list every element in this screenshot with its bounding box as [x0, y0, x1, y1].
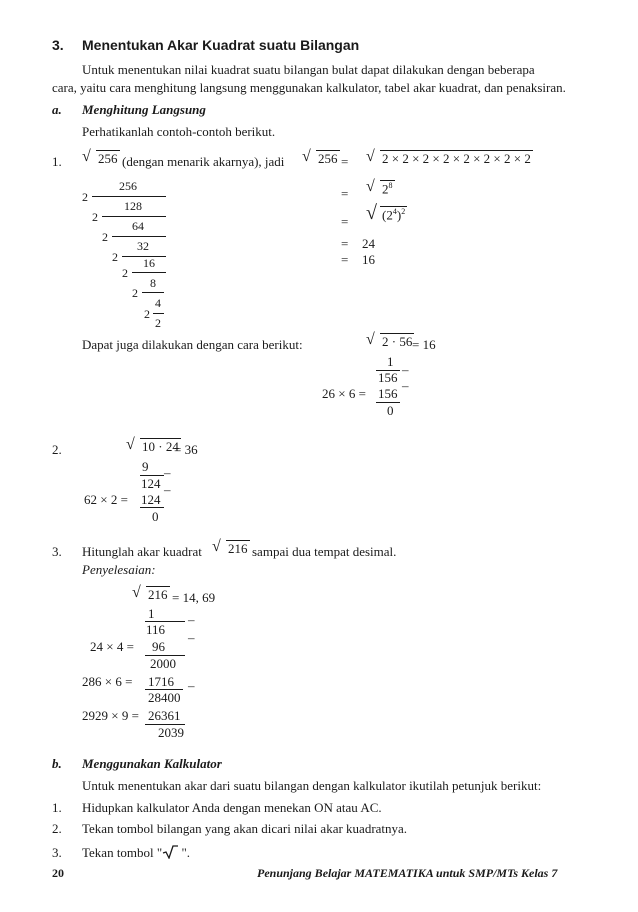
div-divisor-0: 2 — [82, 190, 88, 204]
alt-radicand: 2 · 56 — [382, 334, 413, 349]
example3-minus-3: – — [188, 678, 195, 693]
alt-method-text: Dapat juga dilakukan dengan cara berikut: — [82, 337, 303, 352]
step1-exponent: 8 — [388, 181, 393, 190]
calc-step-3-after: ". — [178, 845, 191, 860]
step2-exponent-inner: 4 — [392, 207, 397, 216]
example3-text-before: Hitunglah akar kuadrat — [82, 544, 202, 559]
sub-a-lead: Perhatikanlah contoh-contoh berikut. — [82, 124, 276, 139]
alt-line-1: 156 — [378, 370, 398, 385]
example2-multiplier: 62 × 2 = — [84, 492, 128, 507]
example1-radical: √ 256 — [82, 148, 118, 166]
calc-step-2-number: 2. — [52, 821, 62, 836]
alt-line-2: 156 — [378, 386, 398, 401]
step4-eq: = — [341, 252, 349, 267]
calc-step-3-before: Tekan tombol " — [82, 845, 163, 860]
example3-number: 3. — [52, 544, 62, 559]
div-divisor-4: 2 — [122, 266, 128, 280]
step1-base: 2 — [382, 181, 389, 197]
div-quotient-2: 64 — [132, 219, 144, 233]
example1-radical-2: √ 256 — [302, 148, 338, 166]
div-quotient-4: 16 — [143, 256, 155, 270]
calc-step-1-number: 1. — [52, 800, 62, 815]
example3-multiplier-2: 2929 × 9 = — [82, 708, 139, 723]
step2-close: ) — [396, 207, 402, 223]
example1-factors: 2 × 2 × 2 × 2 × 2 × 2 × 2 × 2 — [382, 151, 531, 166]
div-quotient-7: 2 — [155, 316, 161, 330]
div-quotient-5: 8 — [150, 276, 156, 290]
div-quotient-3: 32 — [137, 239, 149, 253]
sub-b-title: Menggunakan Kalkulator — [82, 756, 222, 771]
example3-multiplier-1: 286 × 6 = — [82, 674, 133, 689]
step1-radical: √ $2^8$ — [366, 178, 393, 197]
alt-result: = 16 — [412, 337, 436, 352]
example2-line-3: 0 — [152, 509, 159, 524]
intro-line-2: cara, yaitu cara menghitung langsung menggunakan kalkulator, tabel akar kuadrat, dan penaksiran. — [52, 80, 566, 95]
example1-desc: (dengan menarik akarnya), jadi — [122, 154, 285, 169]
calc-step-3-text — [82, 845, 190, 861]
example3-calc-radicand: 216 — [148, 587, 168, 602]
step3-eq: = — [341, 236, 349, 251]
example2-minus-2: – — [164, 482, 171, 497]
sub-a-title: Menghitung Langsung — [82, 102, 206, 117]
example1-factors-radical: √ 2 × 2 × 2 × 2 × 2 × 2 × 2 × 2 — [366, 148, 531, 166]
div-quotient-6: 4 — [155, 296, 161, 310]
example3-minus-1: – — [188, 612, 195, 627]
example3-radical: √ 216 — [212, 538, 248, 556]
step1-eq: = — [341, 186, 349, 201]
example3-solution-label: Penyelesaian: — [82, 562, 156, 577]
example2-line-1: 124 — [141, 476, 161, 491]
div-divisor-5: 2 — [132, 286, 138, 300]
example1-radicand: 256 — [98, 151, 118, 166]
example2-radicand: 10 · 24 — [142, 439, 179, 454]
sub-b-letter: b. — [52, 756, 62, 771]
footer-title: Penunjang Belajar MATEMATIKA untuk SMP/MTs Kelas 7 — [257, 866, 558, 880]
section-number: 3. — [52, 37, 64, 53]
example2-minus-1: – — [164, 465, 171, 480]
step4-value: 16 — [362, 252, 375, 267]
example3-calc-radical: √ 216 — [132, 584, 168, 602]
step2-eq: = — [341, 214, 349, 229]
example3-minus-2: – — [188, 630, 195, 645]
example1-number: 1. — [52, 154, 62, 169]
example3-text-after: sampai dua tempat desimal. — [252, 544, 397, 559]
alt-multiplier: 26 × 6 = — [322, 386, 366, 401]
example3-line-5: 28400 — [148, 690, 181, 705]
step2-exponent-outer: 2 — [401, 207, 406, 216]
example2-result: = 36 — [174, 442, 198, 457]
alt-line-0: 1 — [387, 354, 394, 369]
example3-line-3: 2000 — [150, 656, 176, 671]
alt-minus-2: – — [402, 378, 409, 393]
section-title: Menentukan Akar Kuadrat suatu Bilangan — [82, 37, 360, 53]
div-divisor-6: 2 — [144, 307, 150, 321]
example3-line-4: 1716 — [148, 674, 174, 689]
example2-number: 2. — [52, 442, 62, 457]
example3-line-7: 2039 — [158, 725, 184, 740]
alt-radical: √ 2 · 56 — [366, 331, 413, 349]
example2-radical: √ 10 · 24 — [126, 436, 179, 454]
div-divisor-1: 2 — [92, 210, 98, 224]
div-divisor-3: 2 — [112, 250, 118, 264]
page-number: 20 — [52, 866, 64, 880]
example2-line-0: 9 — [142, 459, 149, 474]
step2-base: (2 — [382, 207, 393, 223]
example3-line-1: 116 — [146, 622, 166, 637]
calc-step-2-text: Tekan tombol bilangan yang akan dicari nilai akar kuadratnya. — [82, 821, 408, 836]
example3-line-6: 26361 — [148, 708, 181, 723]
alt-line-3: 0 — [387, 403, 394, 418]
intro-line-1: Untuk menentukan nilai kuadrat suatu bilangan bulat dapat dilakukan dengan beberapa — [82, 62, 535, 77]
example3-calc-result: = 14, 69 — [172, 590, 216, 605]
calc-step-1-text: Hidupkan kalkulator Anda dengan menekan ON atau AC. — [82, 800, 382, 815]
step2-radical: √ $(2^4)^2$ — [366, 202, 406, 224]
step3-value: 24 — [362, 236, 375, 251]
sub-a-letter: a. — [52, 102, 62, 117]
sub-b-lead: Untuk menentukan akar dari suatu bilangan dengan kalkulator ikutilah petunjuk berikut: — [82, 778, 542, 793]
example3-multiplier-0: 24 × 4 = — [90, 639, 134, 654]
example1-radicand-2: 256 — [318, 151, 338, 166]
alt-minus-1: – — [402, 362, 409, 377]
example1-eq: = — [341, 154, 349, 169]
sqrt-key-icon — [162, 845, 178, 858]
div-divisor-2: 2 — [102, 230, 108, 244]
example3-line-0: 1 — [148, 606, 155, 621]
example3-line-2: 96 — [152, 639, 165, 654]
div-quotient-1: 128 — [124, 199, 142, 213]
example3-radicand: 216 — [228, 541, 248, 556]
calc-step-3-number: 3. — [52, 845, 62, 860]
example2-line-2: 124 — [141, 492, 161, 507]
div-quotient-0: 256 — [119, 179, 137, 193]
